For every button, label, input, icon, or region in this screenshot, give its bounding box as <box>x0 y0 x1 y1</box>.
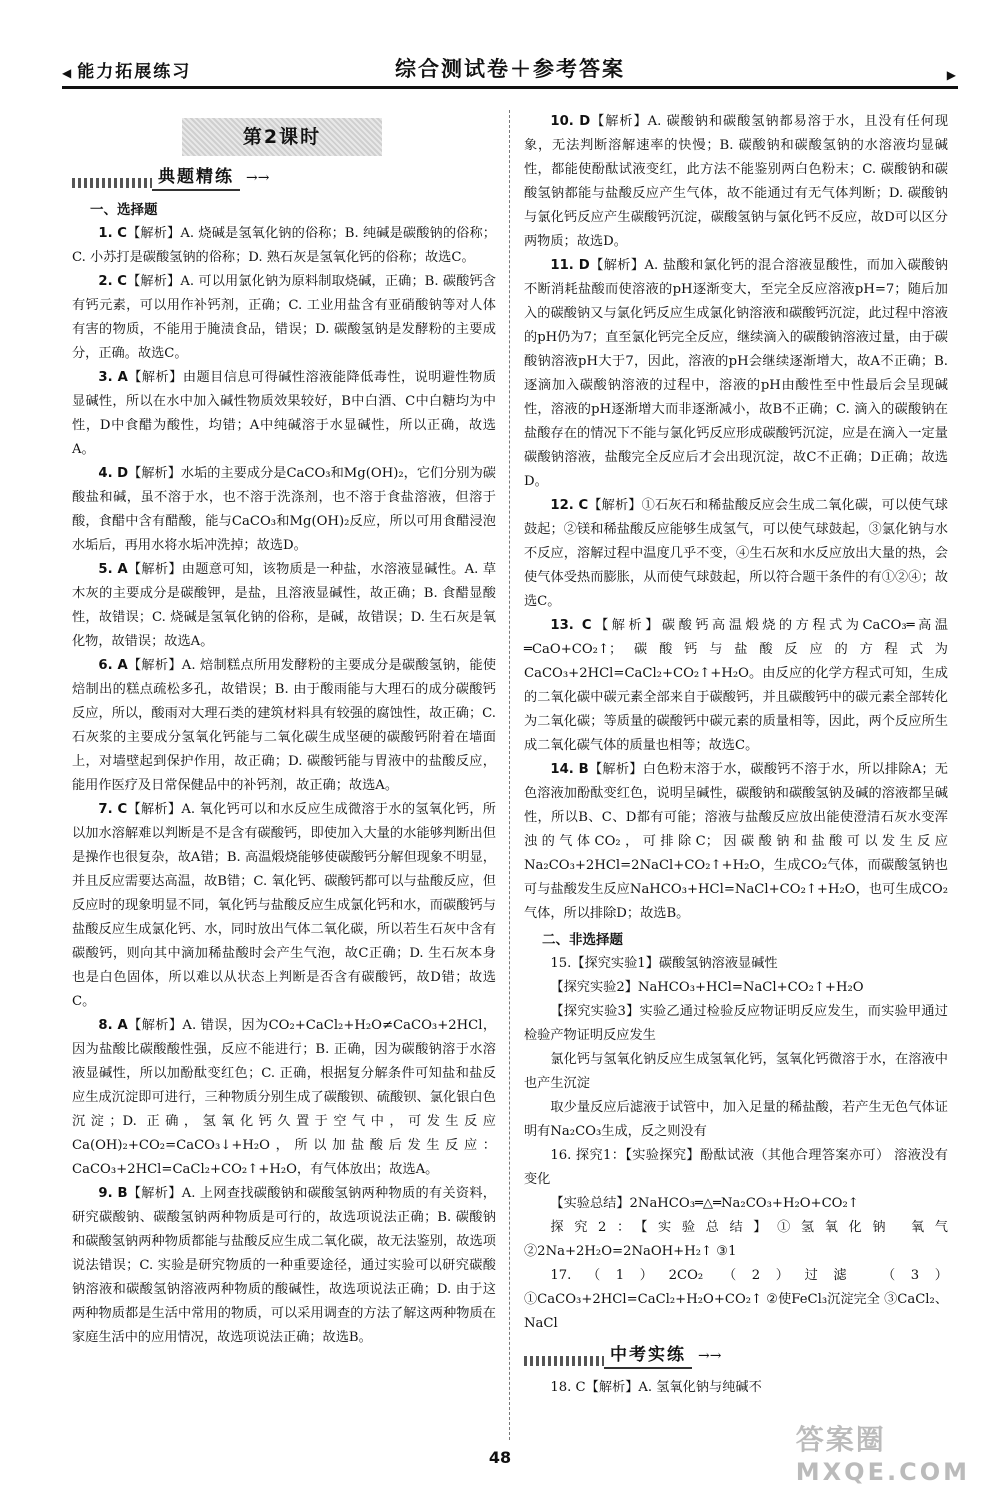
answer-text: 【解析】A. 氧化钙可以和水反应生成微溶于水的氢氧化钙，所以加水溶解难以判断是不是含有碳酸钙，即使加入大量的水能够判断出但是操作也很复杂，故A错；B. 高温煅烧能够使碳酸钙分解但现象不明显，并且反应需要达高温，故B错；C. 氧化钙、碳酸钙都可以与盐酸反应，但反应时的现象明显不同，氧化钙与盐酸反应生成氯化钙和水，而碳酸钙与盐酸反应生成氯化钙、水，同时放出气体二氧化碳，所以若生石灰中含有碳酸钙，则向其中滴加稀盐酸时会产生气泡，故C正确；D. 生石灰本身也是白色固体，所以难以从状态上判断是否含有碳酸钙，故D错；故选C。 <box>72 802 496 1009</box>
answer-item <box>524 254 948 494</box>
answer-number: 11. D <box>550 258 590 273</box>
page-header <box>62 56 958 89</box>
answer-text: 【解析】A. 上网查找碳酸钠和碳酸氢钠两种物质的有关资料，研究碳酸钠、碳酸氢钠两种物质是可行的，故选项说法正确；B. 碳酸钠和碳酸氢钠两种物质都能与盐酸反应生成二氧化碳，故无法鉴别，故选项说法错误；C. 实验是研究物质的一种重要途径，通过实验可以研究碳酸钠溶液和碳酸氢钠溶液两种物质的酸碱性，故选项说法正确；D. 由于这两种物质都是生活中常用的物质，可以采用调查的方法了解这两种物质在家庭生活中的应用情况，故选项说法正确；故选B。 <box>72 1186 496 1345</box>
answer-number: 8. A <box>98 1018 128 1033</box>
section-banner <box>524 1342 948 1370</box>
answer-item <box>72 798 496 1014</box>
answer-text: 【解析】A. 错误，因为CO₂+CaCl₂+H₂O≠CaCO₃+2HCl，因为盐酸比碳酸酸性强，反应不能进行；B. 正确，因为碳酸钠溶于水溶液显碱性，所以加酚酞变红色；C. 正确，根据复分解条件可知盐和盐反应生成沉淀即可进行，三种物质分别生成了碳酸钡、硫酸钡、氯化银白色沉淀；D. 正确，氢氧化钙久置于空气中，可发生反应Ca(OH)₂+CO₂=CaCO₃↓+H₂O，所以加盐酸后发生反应：CaCO₃+2HCl=CaCl₂+CO₂↑+H₂O，有气体放出；故选A。 <box>72 1018 497 1177</box>
answer-item <box>72 270 496 366</box>
answer-number: 12. C <box>550 498 589 513</box>
page-number: 48 <box>488 1448 512 1467</box>
answer-item <box>524 494 948 614</box>
answer-item <box>72 222 496 270</box>
answer-text: 【解析】水垢的主要成分是CaCO₃和Mg(OH)₂，它们分别为碳酸盐和碱，虽不溶于水，也不溶于洗涤剂，也不溶于食盐溶液，但溶于酸，食醋中含有醋酸，能与CaCO₃和Mg(OH)₂反应，所以可用食醋浸泡水垢后，再用水将水垢冲洗掉；故选D。 <box>72 466 496 553</box>
answer-line: 取少量反应后滤液于试管中，加入足量的稀盐酸，若产生无色气体证明有Na₂CO₃生成，反之则没有 <box>524 1100 948 1139</box>
answer-text: 【解析】A. 可以用氯化钠为原料制取烧碱，正确；B. 碳酸钙含有钙元素，可以用作补钙剂，正确；C. 工业用盐含有亚硝酸钠等对人体有害的物质，不能用于腌渍食品，错误；D. 碳酸氢钠是发酵粉的主要成分，正确。故选C。 <box>72 274 496 361</box>
answer-text: 【解析】①石灰石和稀盐酸反应会生成二氧化碳，可以使气球鼓起；②镁和稀盐酸反应能够生成氢气，可以使气球鼓起，③氯化钠与水不反应，溶解过程中温度几乎不变，④生石灰和水反应放出大量的热，会使气体受热而膨胀，从而使气球鼓起，所以符合题干条件的有①②④；故选C。 <box>524 498 948 609</box>
watermark-line1: 答案圈 <box>795 1423 886 1456</box>
banner-label: 典题精练 <box>152 165 240 191</box>
watermark-line2: MXQE.COM <box>795 1458 970 1486</box>
answer-number: 3. A <box>98 370 128 385</box>
watermark <box>796 1418 970 1486</box>
answer-line: 【探究实验3】实验乙通过检验反应物证明反应发生，而实验甲通过检验产物证明反应发生 <box>524 1004 948 1043</box>
answer-item <box>524 758 948 926</box>
arrow-icon: →→ <box>698 1348 722 1364</box>
answer-text: 【解析】A. 焙制糕点所用发酵粉的主要成分是碳酸氢钠，能使焙制出的糕点疏松多孔，故错误；B. 由于酸雨能与大理石的成分碳酸钙反应，所以，酸雨对大理石类的建筑材料具有较强的腐蚀性，故正确；C. 石灰浆的主要成分氢氧化钙能与二氧化碳生成坚硬的碳酸钙附着在墙面上，对墙壁起到保护作用，故正确；D. 碳酸钙能与胃液中的盐酸反应，能用作医疗及日常保健品中的补钙剂，故正确；故选A。 <box>72 658 496 793</box>
answer-number: 13. C <box>550 618 592 633</box>
answer-15 <box>524 952 948 1144</box>
answer-list <box>524 110 948 926</box>
header-left-title: 能力拓展练习 <box>77 62 192 82</box>
answer-number: 10. D <box>550 114 591 129</box>
answer-line: 15.【探究实验1】碳酸氢钠溶液显碱性 <box>550 956 778 971</box>
answer-line: 探究2：【实验总结】①氢氧化钠 氧气 ②2Na+2H₂O=2NaOH+H₂↑ ③1 <box>524 1220 948 1259</box>
answer-item <box>72 462 496 558</box>
answer-item <box>524 110 948 254</box>
banner-label: 中考实练 <box>604 1343 692 1369</box>
section-banner <box>72 164 496 192</box>
answer-line: 【探究实验2】NaHCO₃+HCl=NaCl+CO₂↑+H₂O <box>550 980 864 995</box>
stripes-decoration <box>72 178 152 188</box>
answer-item <box>72 366 496 462</box>
answer-18: 18. C【解析】A. 氢氧化钠与纯碱不 <box>550 1380 762 1395</box>
answer-text: 【解析】A. 盐酸和氯化钙的混合溶液显酸性，而加入碳酸钠不断消耗盐酸而使溶液的pH逐渐变大，至完全反应溶液pH=7；随后加入的碳酸钠又与氯化钙反应生成氯化钠溶液和碳酸钙沉淀，此过程中溶液的pH仍为7；直至氯化钙完全反应，继续滴入的碳酸钠溶液过量，由于碳酸钠溶液pH大于7，因此，溶液的pH会继续逐渐增大，故A不正确；B. 逐滴加入碳酸钠溶液的过程中，溶液的pH由酸性至中性最后会呈现碱性，溶液的pH逐渐增大而非逐渐减小，故B不正确；C. 滴入的碳酸钠在盐酸存在的情况下不能与氯化钙反应形成碳酸钙沉淀，应是在滴入一定量碳酸钠溶液，盐酸完全反应后才会出现沉淀，故C不正确；D正确；故选D。 <box>524 258 948 489</box>
header-center-title: 综合测试卷＋参考答案 <box>395 57 625 81</box>
answer-number: 9. B <box>98 1186 128 1201</box>
section-heading: 二、非选择题 <box>542 932 623 948</box>
answer-item <box>72 1014 496 1182</box>
answer-line: 16. 探究1：【实验探究】酚酞试液（其他合理答案亦可） 溶液没有变化 <box>524 1148 948 1187</box>
right-column <box>524 110 948 1400</box>
answer-text: 【解析】白色粉末溶于水，碳酸钙不溶于水，所以排除A；无色溶液加酚酞变红色，说明呈碱性，碳酸钠和碳酸氢钠及碱的溶液都呈碱性，所以B、C、D都有可能；溶液与盐酸反应放出能使澄清石灰水变浑浊的气体CO₂，可排除C；因碳酸钠和盐酸可以发生反应Na₂CO₃+2HCl=2NaCl+CO₂↑+H₂O，生成CO₂气体，而碳酸氢钠也可与盐酸发生反应NaHCO₃+HCl=NaCl+CO₂↑+H₂O，也可生成CO₂气体，所以排除D；故选B。 <box>524 762 948 921</box>
answer-number: 1. C <box>98 226 127 241</box>
answer-item <box>72 654 496 798</box>
answer-line: 氯化钙与氢氧化钠反应生成氢氧化钙，氢氧化钙微溶于水，在溶液中也产生沉淀 <box>524 1052 948 1091</box>
answer-number: 6. A <box>98 658 128 673</box>
triangle-icon: ◀ <box>62 66 74 80</box>
answer-17: 17.（1）2CO₂ （2）过滤 （3）①CaCO₃+2HCl=CaCl₂+H₂O+CO₂↑ ②使FeCl₃沉淀完全 ③CaCl₂、NaCl <box>524 1268 949 1331</box>
answer-text: 【解析】由题目信息可得碱性溶液能降低毒性，说明避性物质显碱性，所以在水中加入碱性物质效果较好，B中白酒、C中白糖均为中性，D中食醋为酸性，均错；A中纯碱溶于水显碱性，所以正确，故选A。 <box>72 370 497 457</box>
answer-number: 14. B <box>550 762 589 777</box>
answer-item <box>524 614 948 758</box>
lesson-title: 第2课时 <box>182 118 382 156</box>
answer-item <box>72 558 496 654</box>
answer-number: 5. A <box>98 562 128 577</box>
answer-line: 【实验总结】2NaHCO₃═△═Na₂CO₃+H₂O+CO₂↑ <box>550 1196 859 1211</box>
answer-text: 【解析】A. 烧碱是氢氧化钠的俗称；B. 纯碱是碳酸钠的俗称；C. 小苏打是碳酸氢钠的俗称；D. 熟石灰是氢氧化钙的俗称；故选C。 <box>72 226 496 265</box>
answer-16 <box>524 1144 948 1264</box>
answer-number: 7. C <box>98 802 128 817</box>
answer-list <box>72 222 496 1350</box>
stripes-decoration <box>524 1356 604 1366</box>
answer-item <box>72 1182 496 1350</box>
arrow-icon: →→ <box>246 170 270 186</box>
answer-text: 【解析】由题意可知，该物质是一种盐，水溶液显碱性。A. 草木灰的主要成分是碳酸钾，是盐，且溶液显碱性，故正确；B. 食醋显酸性，故错误；C. 烧碱是氢氧化钠的俗称，是碱，故错误；D. 生石灰是氧化物，故错误；故选A。 <box>72 562 496 649</box>
answer-text: 【解析】A. 碳酸钠和碳酸氢钠都易溶于水，且没有任何现象，无法判断溶解速率的快慢；B. 碳酸钠和碳酸氢钠的水溶液均显碱性，都能使酚酞试液变红，此方法不能鉴别两白色粉末；C. 碳酸钠和碳酸氢钠都能与盐酸反应产生气体，故不能通过有无气体判断；D. 碳酸钠与氯化钙反应产生碳酸钙沉淀，碳酸氢钠与氯化钙不反应，故D可以区分两物质；故选D。 <box>524 114 949 249</box>
answer-number: 2. C <box>98 274 127 289</box>
triangle-icon: ▶ <box>946 68 956 82</box>
column-divider <box>509 110 510 1440</box>
left-column <box>72 110 496 1350</box>
answer-number: 4. D <box>98 466 129 481</box>
section-heading: 一、选择题 <box>90 202 158 218</box>
answer-text: 【解析】碳酸钙高温煅烧的方程式为CaCO₃═高温═CaO+CO₂↑；碳酸钙与盐酸反应的方程式为CaCO₃+2HCl=CaCl₂+CO₂↑+H₂O。由反应的化学方程式可知，生成的二氧化碳中碳元素全部来自于碳酸钙，并且碳酸钙中的碳元素全部转化为二氧化碳；等质量的碳酸钙中碳元素的质量相等，因此，两个反应所生成二氧化碳气体的质量也相等；故选C。 <box>524 618 948 753</box>
